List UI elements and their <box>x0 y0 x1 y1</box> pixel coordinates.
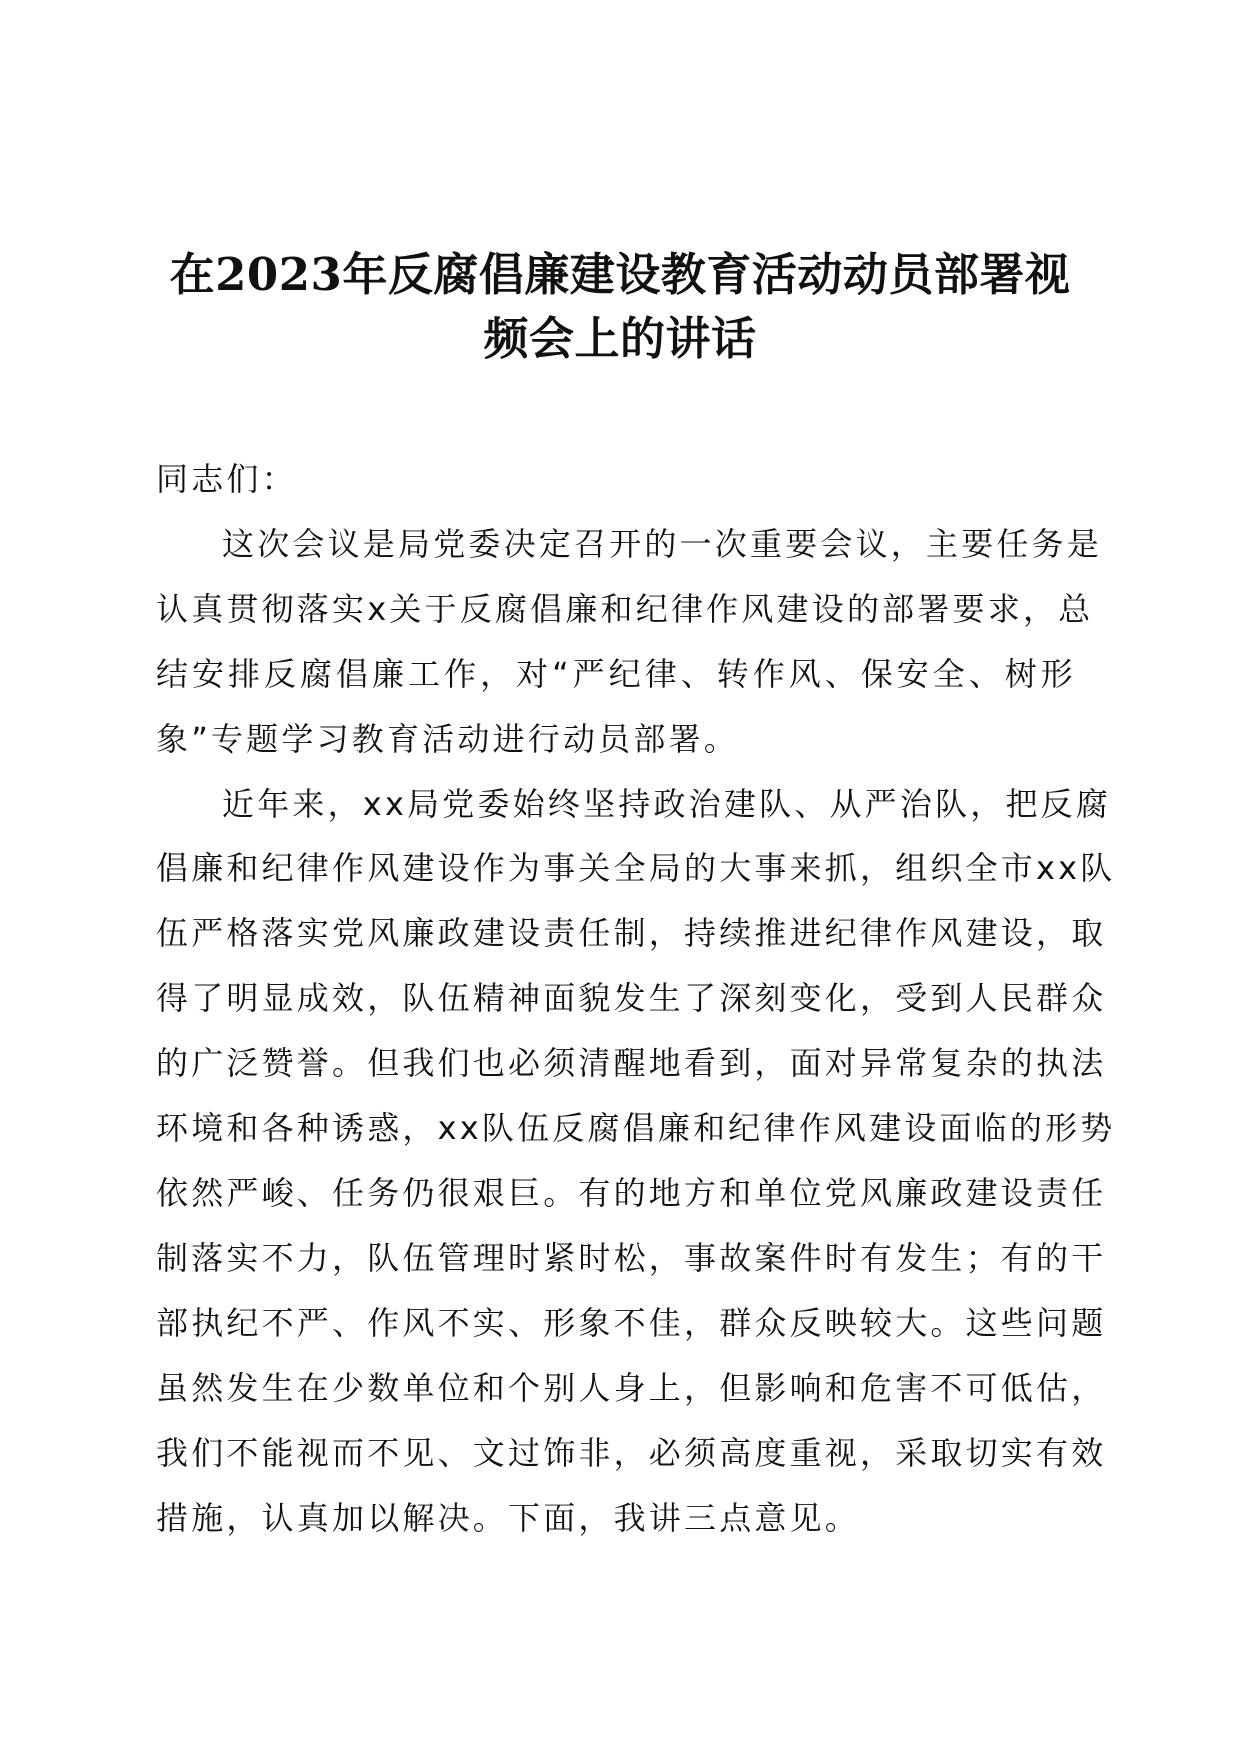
paragraph-line: 的广泛赞誉。但我们也必须清醒地看到，面对异常复杂的执法 <box>156 1044 1107 1083</box>
paragraph-line: 环境和各种诱惑，xx队伍反腐倡廉和纪律作风建设面临的形势 <box>156 1109 1116 1148</box>
paragraph-line: 倡廉和纪律作风建设作为事关全局的大事来抓，组织全市xx队 <box>156 849 1116 888</box>
paragraph-2 <box>156 772 1116 1551</box>
paragraph-1 <box>156 512 1103 772</box>
paragraph-line: 结安排反腐倡廉工作，对“严纪律、转作风、保安全、树形 <box>156 654 1076 693</box>
paragraph-line: 依然严峻、任务仍很艰巨。有的地方和单位党风廉政建设责任 <box>156 1173 1107 1212</box>
paragraph-line: 这次会议是局党委决定召开的一次重要会议，主要任务是 <box>222 524 1103 563</box>
paragraph-line: 近年来，xx局党委始终坚持政治建队、从严治队，把反腐 <box>222 784 1112 823</box>
title-line-1: 在2023年反腐倡廉建设教育活动动员部署视 <box>169 248 1071 301</box>
paragraph-line: 得了明显成效，队伍精神面貌发生了深刻变化，受到人民群众 <box>156 979 1107 1018</box>
paragraph-line: 认真贯彻落实x关于反腐倡廉和纪律作风建设的部署要求，总 <box>156 589 1094 628</box>
paragraph-line: 象”专题学习教育活动进行动员部署。 <box>156 719 739 758</box>
speech-body <box>156 447 1116 1550</box>
paragraph-line: 伍严格落实党风廉政建设责任制，持续推进纪律作风建设，取 <box>156 914 1107 953</box>
paragraph-line: 我们不能视而不见、文过饰非，必须高度重视，采取切实有效 <box>156 1433 1107 1472</box>
paragraph-line: 措施，认真加以解决。下面，我讲三点意见。 <box>156 1498 861 1537</box>
paragraph-line: 制落实不力，队伍管理时紧时松，事故案件时有发生；有的干 <box>156 1238 1107 1277</box>
document-title <box>150 243 1090 371</box>
title-line-2: 频会上的讲话 <box>483 312 757 365</box>
salutation: 同志们： <box>156 460 297 498</box>
paragraph-line: 部执纪不严、作风不实、形象不佳，群众反映较大。这些问题 <box>156 1303 1107 1342</box>
paragraph-line: 虽然发生在少数单位和个别人身上，但影响和危害不可低估， <box>156 1368 1107 1407</box>
